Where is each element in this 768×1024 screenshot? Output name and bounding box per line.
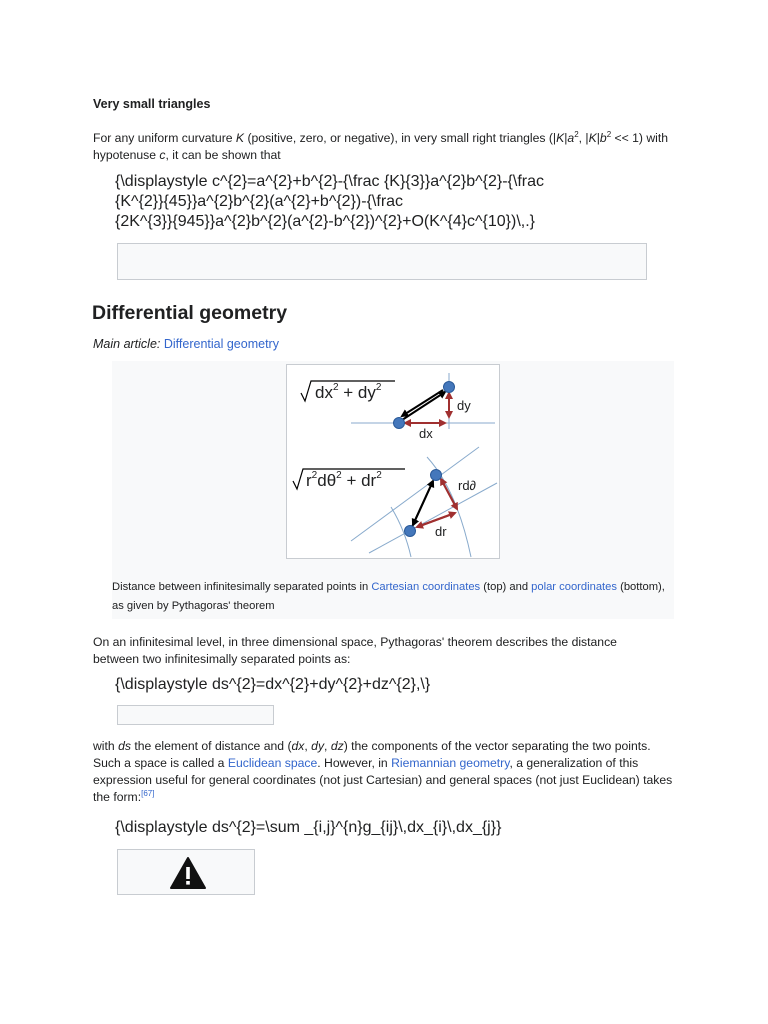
point-b-bottom bbox=[431, 470, 442, 481]
formula-small-triangles bbox=[115, 172, 544, 232]
reference-67-link[interactable]: [67] bbox=[141, 788, 155, 798]
formula-line-2: {K^{2}}{45}}a^{2}b^{2}(a^{2}+b^{2})-{\frac bbox=[115, 193, 404, 210]
math-image-placeholder-1 bbox=[117, 243, 647, 280]
main-article-hatnote: Main article: Differential geometry bbox=[93, 337, 279, 351]
math-image-placeholder-3 bbox=[117, 849, 255, 895]
polar-diagram bbox=[351, 447, 497, 557]
radial-line-1 bbox=[351, 447, 479, 541]
hypotenuse-arrow-top-rev bbox=[402, 390, 443, 416]
label-rdtheta: rd∂ bbox=[458, 478, 476, 493]
section-heading-very-small-triangles: Very small triangles bbox=[93, 97, 211, 111]
coordinates-diagram bbox=[287, 365, 499, 558]
polar-coordinates-link[interactable]: polar coordinates bbox=[531, 581, 617, 593]
formula-line-1: {\displaystyle c^{2}=a^{2}+b^{2}-{\frac {K}{3}}a^{2}b^{2}-{\frac bbox=[115, 173, 544, 190]
label-dr: dr bbox=[435, 524, 447, 539]
polar-distance-formula bbox=[293, 469, 405, 490]
math-image-placeholder-2 bbox=[117, 705, 274, 725]
euclidean-space-link[interactable]: Euclidean space bbox=[227, 756, 318, 770]
label-dy: dy bbox=[457, 398, 471, 413]
rdtheta-arrow-rev bbox=[441, 479, 457, 509]
formula-dx: $dx^2 + dy^2$ bbox=[315, 382, 382, 402]
hypotenuse-arrow-top bbox=[399, 392, 445, 422]
section-heading-differential-geometry: Differential geometry bbox=[92, 302, 288, 324]
formula-ds-riemannian: {\displaystyle ds^{2}=\sum _{i,j}^{n}g_{ij}\,dx_{i}\,dx_{j}} bbox=[115, 819, 502, 836]
differential-geometry-link[interactable]: Differential geometry bbox=[163, 337, 279, 351]
cartesian-distance-formula bbox=[301, 381, 395, 402]
formula-polar: $r^2d\theta^2 + dr^2$ bbox=[306, 470, 382, 490]
riemannian-geometry-link[interactable]: Riemannian geometry bbox=[391, 756, 510, 770]
point-b-top bbox=[444, 382, 455, 393]
point-a-top bbox=[394, 418, 405, 429]
radial-line-2 bbox=[369, 483, 497, 553]
infinitesimal-paragraph: On an infinitesimal level, in three dimensional space, Pythagoras' theorem describes the distance between two infinitesimally separated points as: bbox=[93, 635, 617, 666]
curvature-paragraph: For any uniform curvature K (positive, zero, or negative), in very small right triangles ($|K|a^2$, $|K|b^2 << 1$) with hypotenuse c, it can be shown that bbox=[93, 129, 669, 162]
formula-ds-euclidean: {\displaystyle ds^{2}=dx^{2}+dy^{2}+dz^{2},\} bbox=[115, 676, 431, 693]
formula-line-3: {2K^{3}}{945}}a^{2}b^{2}(a^{2}-b^{2})^{2}+O(K^{4}c^{10})\,.} bbox=[115, 213, 536, 230]
point-a-bottom bbox=[405, 526, 416, 537]
euclidean-paragraph: with ds the element of distance and (dx, dy, dz) the components of the vector separating the two points. Such a space is called a Euclidean space. However, in Riemannian geometry, a generalization of this expression useful for general coordinates (not just Cartesian) and general spaces (not just Euclidean) takes the form:[67] bbox=[93, 739, 673, 804]
label-dx: dx bbox=[419, 426, 433, 441]
figure-image[interactable] bbox=[286, 364, 500, 559]
cartesian-coordinates-link[interactable]: Cartesian coordinates bbox=[371, 581, 481, 593]
warning-icon bbox=[118, 850, 254, 894]
figure-caption: Distance between infinitesimally separated points in Cartesian coordinates (top) and polar coordinates (bottom), as given by Pythagoras' theorem bbox=[112, 581, 665, 612]
